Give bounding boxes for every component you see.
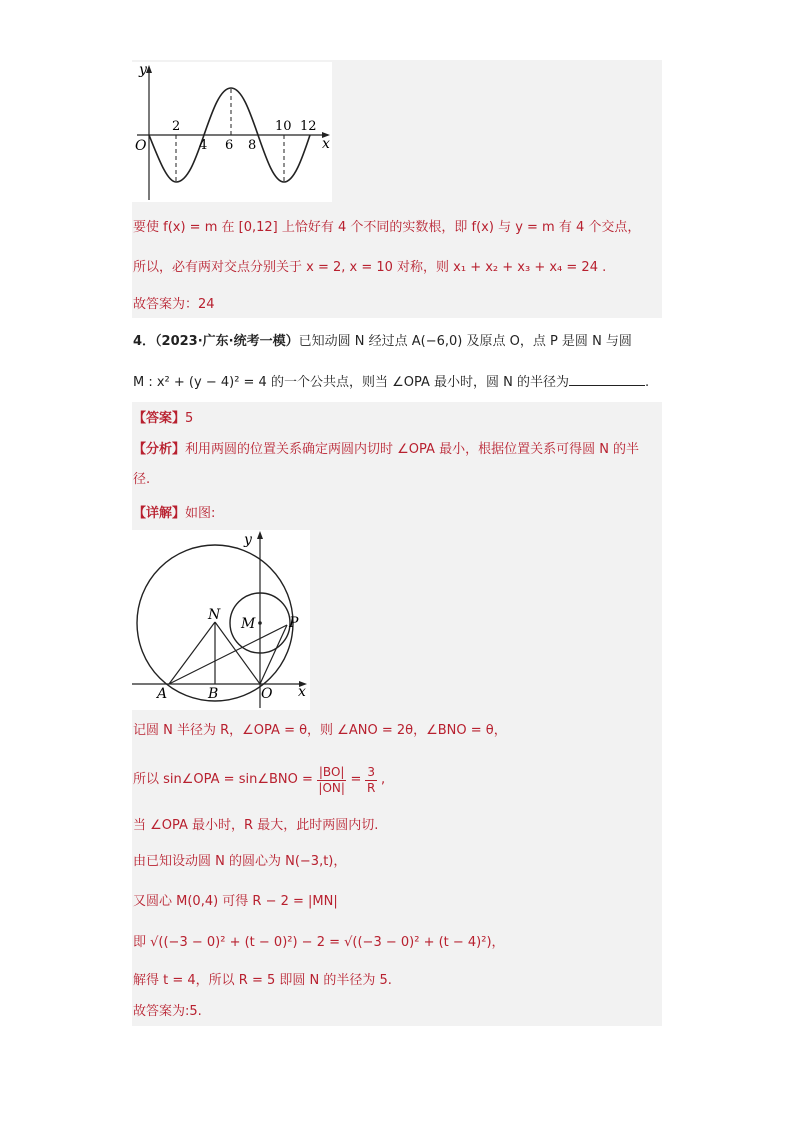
analysis-text-1: 利用两圆的位置关系确定两圆内切时 ∠OPA 最小，根据位置关系可得圆 N 的半 xyxy=(185,442,640,457)
question-source: （2023·广东·统考一模） xyxy=(155,334,299,349)
question-text-1: 已知动圆 N 经过点 A(−6,0) 及原点 O，点 P 是圆 N 与圆 xyxy=(298,334,632,349)
step2-fraction-1 xyxy=(317,765,347,796)
step2-frac1-den: |ON| xyxy=(318,780,345,795)
step2-frac1-num: |BO| xyxy=(318,764,345,779)
detail-step-5: 又圆心 M(0,4) 可得 R − 2 = |MN| xyxy=(133,894,338,909)
detail-intro: 如图: xyxy=(185,506,216,521)
detail-step-6: 即 √((−3 − 0)² + (t − 0)²) − 2 = √((−3 − 0)² + (t − 4)²)， xyxy=(133,935,505,950)
answer-tag: 【答案】 xyxy=(133,411,186,426)
detail-step-3: 当 ∠OPA 最小时，R 最大，此时两圆内切. xyxy=(133,818,379,833)
sine-y-label: y xyxy=(139,62,147,78)
point-A-label: A xyxy=(157,686,168,702)
analysis-tag: 【分析】 xyxy=(133,442,186,457)
point-P-label: P xyxy=(289,615,299,631)
sine-tick-6: 6 xyxy=(225,138,234,153)
detail-tag: 【详解】 xyxy=(133,506,186,521)
step2-eq: = xyxy=(350,772,362,787)
sine-tick-4: 4 xyxy=(199,138,208,153)
circle-y-label: y xyxy=(244,532,252,548)
sine-origin-label: O xyxy=(135,138,147,154)
point-N-label: N xyxy=(208,607,221,623)
sine-tick-10: 10 xyxy=(275,119,292,134)
answer-line xyxy=(133,410,193,428)
point-M-label: M xyxy=(241,616,256,632)
sine-tick-8: 8 xyxy=(248,138,257,153)
circle-geometry-svg xyxy=(132,530,310,710)
question-line-2 xyxy=(133,373,649,392)
detail-step-7: 解得 t = 4，所以 R = 5 即圆 N 的半径为 5. xyxy=(133,973,392,988)
detail-step-4: 由已知设动圆 N 的圆心为 N(−3,t)， xyxy=(133,854,347,869)
circle-geometry-figure xyxy=(132,530,310,710)
answer-block xyxy=(132,402,662,1026)
analysis-line-1 xyxy=(133,441,639,459)
answer-value: 5 xyxy=(185,411,194,426)
sine-tick-2: 2 xyxy=(172,119,181,134)
prev-answer-line-2: 所以，必有两对交点分别关于 x = 2, x = 10 对称，则 x₁ + x₂ + x₃ + x₄ = 24 . xyxy=(133,260,607,275)
prev-answer-line-1: 要使 f(x) = m 在 [0,12] 上恰好有 4 个不同的实数根，即 f(x) 与 y = m 有 4 个交点， xyxy=(133,220,641,235)
question-text-2-end: . xyxy=(645,375,650,390)
sine-graph-svg xyxy=(132,62,332,202)
sine-x-label: x xyxy=(322,136,330,152)
point-O-label: O xyxy=(261,686,273,702)
question-text-2: M : x² + (y − 4)² = 4 的一个公共点，则当 ∠OPA 最小时，圆 N 的半径为 xyxy=(133,375,570,390)
question-number: 4． xyxy=(133,334,156,349)
detail-line xyxy=(133,505,215,523)
step2-frac2-num: 3 xyxy=(367,764,375,779)
step2-end: , xyxy=(381,772,386,787)
sine-tick-12: 12 xyxy=(300,119,317,134)
detail-step-8: 故答案为:5. xyxy=(133,1004,202,1019)
step2-prefix: 所以 sin∠OPA = sin∠BNO = xyxy=(133,772,313,787)
answer-blank xyxy=(569,373,645,386)
point-B-label: B xyxy=(208,686,219,702)
detail-step-2 xyxy=(133,762,385,798)
detail-step-1: 记圆 N 半径为 R，∠OPA = θ，则 ∠ANO = 2θ，∠BNO = θ， xyxy=(133,723,507,738)
analysis-line-2: 径. xyxy=(133,472,151,487)
sine-graph-figure xyxy=(132,62,332,202)
step2-frac2-den: R xyxy=(367,780,376,795)
circle-x-label: x xyxy=(298,684,306,700)
prev-answer-line-3: 故答案为：24 xyxy=(133,297,215,312)
step2-fraction-2 xyxy=(365,765,377,796)
question-line-1 xyxy=(133,333,632,351)
